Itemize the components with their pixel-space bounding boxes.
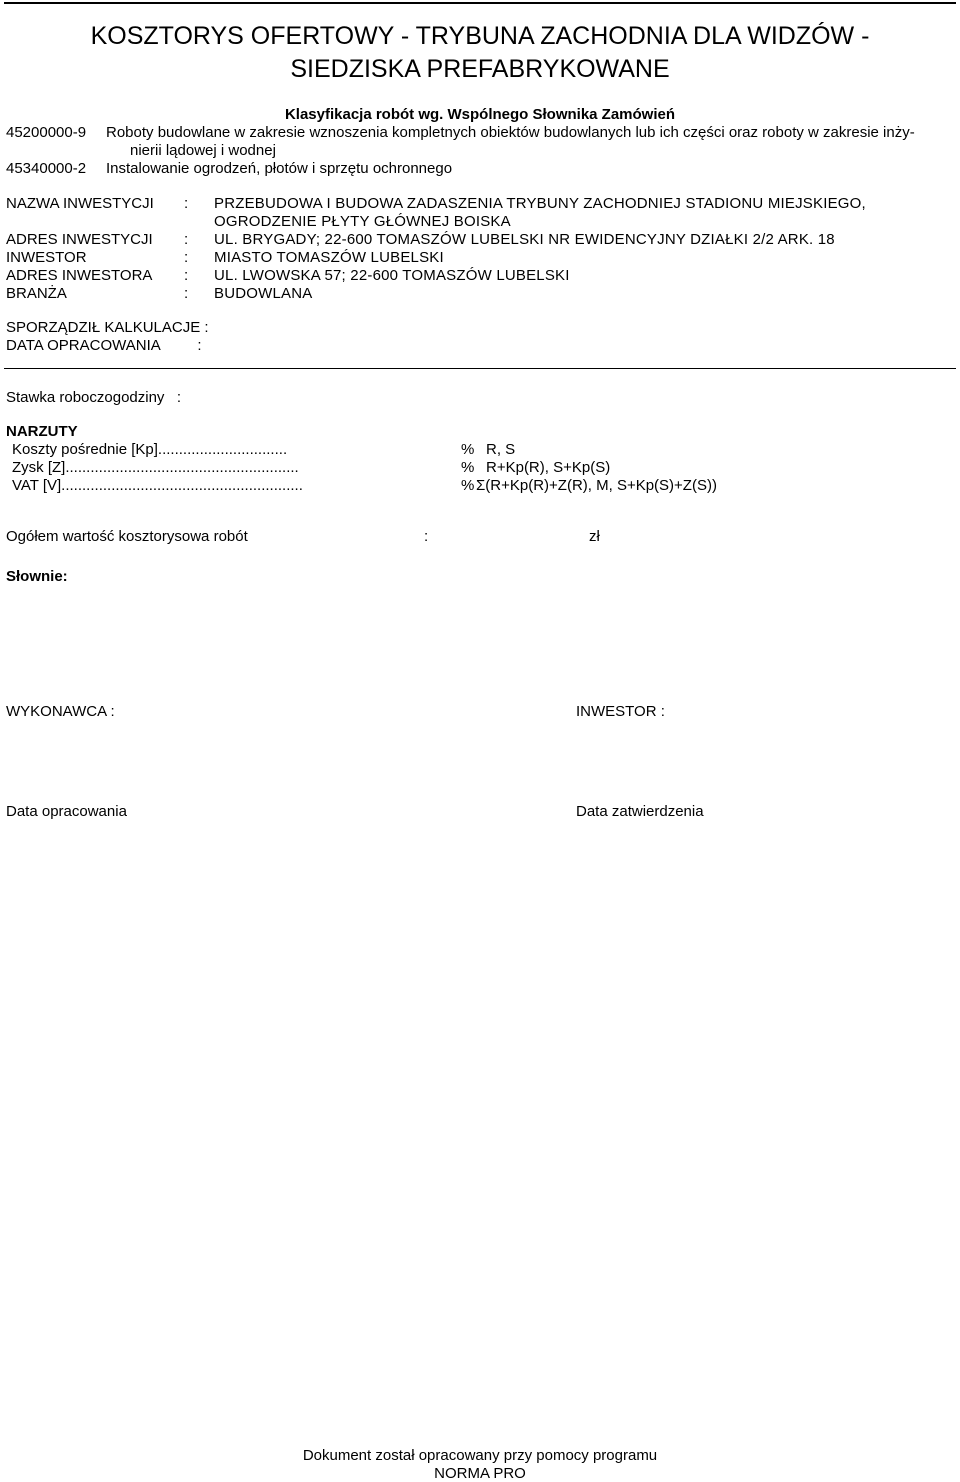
investment-value: MIASTO TOMASZÓW LUBELSKI <box>214 249 444 266</box>
document-title-line2: SIEDZISKA PREFABRYKOWANE <box>290 55 670 83</box>
investment-colon: : <box>184 195 189 212</box>
footer-line2: NORMA PRO <box>434 1465 526 1482</box>
surcharges-heading: NARZUTY <box>6 423 78 440</box>
investment-label: NAZWA INWESTYCJI <box>6 195 154 212</box>
preparation-date-signature-label: Data opracowania <box>6 803 127 820</box>
investment-value: BUDOWLANA <box>214 285 313 302</box>
labor-rate-label: Stawka roboczogodziny : <box>6 389 182 406</box>
investment-value-continuation: OGRODZENIE PŁYTY GŁÓWNEJ BOISKA <box>214 213 511 230</box>
surcharge-basis: Σ(R+Kp(R)+Z(R), M, S+Kp(S)+Z(S)) <box>476 477 717 494</box>
investment-value: UL. LWOWSKA 57; 22-600 TOMASZÓW LUBELSKI <box>214 267 570 284</box>
surcharge-basis: R, S <box>486 441 516 458</box>
investor-label: INWESTOR : <box>576 703 665 720</box>
classification-text: Roboty budowlane w zakresie wznoszenia kompletnych obiektów budowlanych lub ich części oraz roboty w zakresie inży- <box>106 124 915 141</box>
surcharge-basis: R+Kp(R), S+Kp(S) <box>486 459 611 476</box>
classification-heading: Klasyfikacja robót wg. Wspólnego Słownika Zamówień <box>284 106 676 123</box>
investment-label: ADRES INWESTYCJI <box>6 231 153 248</box>
classification-text: Instalowanie ogrodzeń, płotów i sprzętu ochronnego <box>106 160 453 177</box>
investment-label: INWESTOR <box>6 249 87 266</box>
amount-in-words-label: Słownie: <box>6 568 68 585</box>
investment-label: ADRES INWESTORA <box>6 267 153 284</box>
approval-date-signature-label: Data zatwierdzenia <box>576 803 704 820</box>
total-value-colon: : <box>424 528 429 545</box>
classification-code: 45340000-2 <box>6 160 87 177</box>
surcharge-label: VAT [V].......................................................... <box>12 477 303 494</box>
investment-colon: : <box>184 267 189 284</box>
document-title <box>0 20 960 86</box>
document-title-line1: KOSZTORYS OFERTOWY - TRYBUNA ZACHODNIA DLA WIDZÓW - <box>90 22 870 50</box>
investment-value: UL. BRYGADY; 22-600 TOMASZÓW LUBELSKI NR EWIDENCYJNY DZIAŁKI 2/2 ARK. 18 <box>214 231 835 248</box>
total-value-label: Ogółem wartość kosztorysowa robót <box>6 528 248 545</box>
footer-line1: Dokument został opracowany przy pomocy programu <box>302 1447 658 1464</box>
top-rule <box>4 2 956 4</box>
investment-label: BRANŻA <box>6 285 67 302</box>
investment-colon: : <box>184 249 189 266</box>
contractor-label: WYKONAWCA : <box>6 703 115 720</box>
classification-text-continuation: nierii lądowej i wodnej <box>130 142 276 159</box>
total-value-currency: zł <box>589 528 600 545</box>
section-rule <box>4 368 956 369</box>
investment-colon: : <box>184 285 189 302</box>
prepared-by-label: SPORZĄDZIŁ KALKULACJE : <box>6 319 209 336</box>
surcharge-unit: % <box>461 459 475 476</box>
investment-colon: : <box>184 231 189 248</box>
preparation-date-label: DATA OPRACOWANIA : <box>6 337 202 354</box>
surcharge-label: Koszty pośrednie [Kp]............................... <box>12 441 288 458</box>
surcharge-label: Zysk [Z]........................................................ <box>12 459 299 476</box>
surcharge-unit: % <box>461 477 475 494</box>
surcharge-unit: % <box>461 441 475 458</box>
classification-code: 45200000-9 <box>6 124 87 141</box>
investment-value: PRZEBUDOWA I BUDOWA ZADASZENIA TRYBUNY ZACHODNIEJ STADIONU MIEJSKIEGO, <box>214 195 866 212</box>
